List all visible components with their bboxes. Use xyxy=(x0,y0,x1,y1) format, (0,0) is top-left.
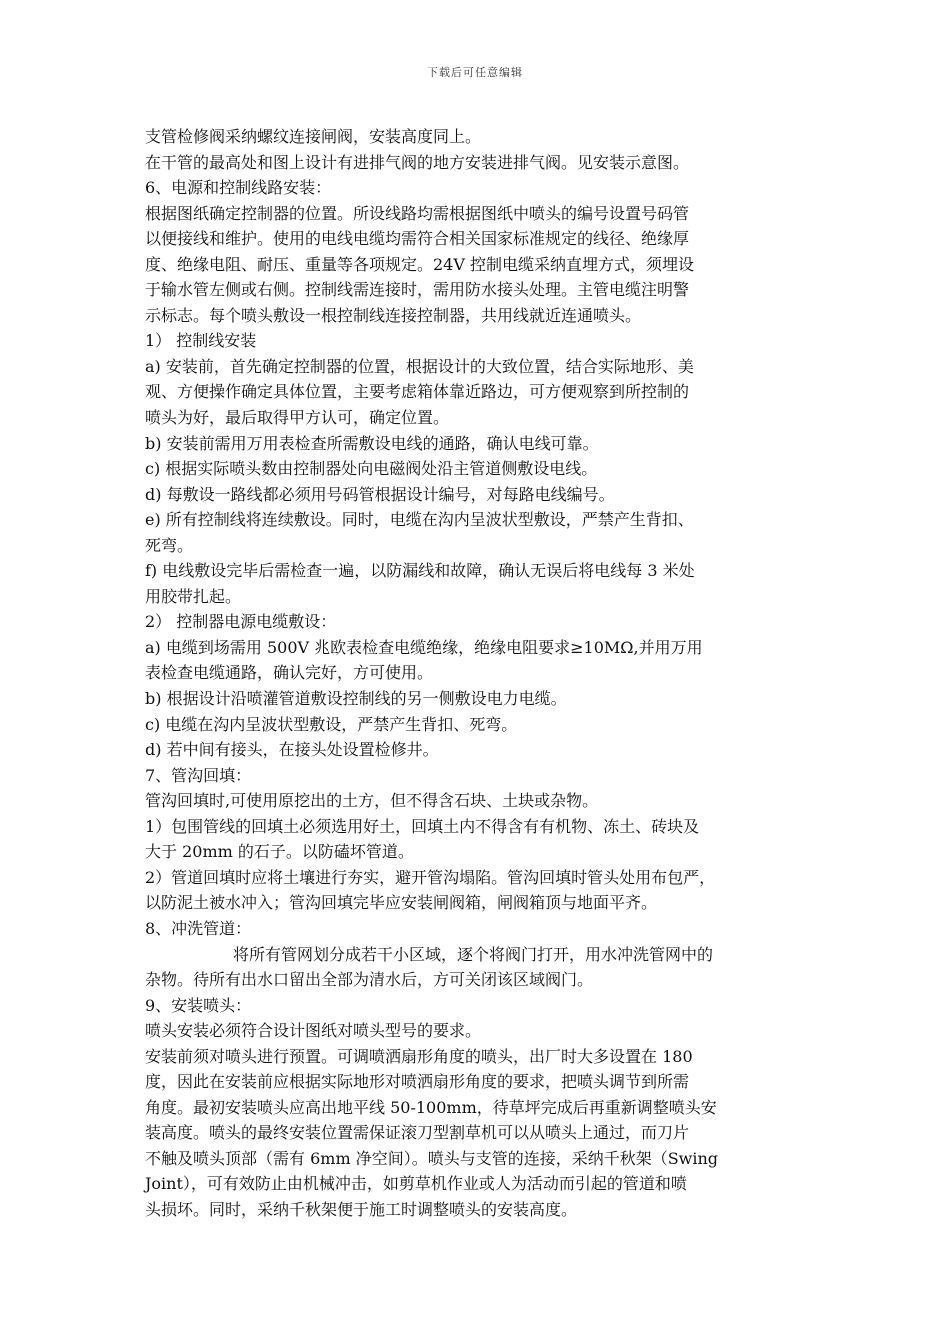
text-line: 度，因此在安装前应根据实际地形对喷洒扇形角度的要求，把喷头调节到所需 xyxy=(145,1072,690,1092)
page-header: 下载后可任意编辑 xyxy=(427,66,523,79)
text-line: 1）包围管线的回填土必须选用好土，回填土内不得含有有机物、冻土、砖块及 xyxy=(145,816,700,836)
text-line: 以便接线和维护。使用的电线电缆均需符合相关国家标准规定的线径、绝缘厚 xyxy=(145,229,690,249)
text-line: 表检查电缆通路，确认完好，方可使用。 xyxy=(145,663,434,683)
text-line: 以防泥土被水冲入；管沟回填完毕应安装闸阀箱，闸阀箱顶与地面平齐。 xyxy=(145,893,658,913)
text-line: 头损坏。同时，采纳千秋架便于施工时调整喷头的安装高度。 xyxy=(145,1199,578,1219)
text-line: 将所有管网划分成若干小区域，逐个将阀门打开，用水冲洗管网中的 xyxy=(233,944,714,964)
section-heading: 6、电源和控制线路安装： xyxy=(145,178,332,198)
text-line: 角度。最初安装喷头应高出地平线 50-100mm，待草坪完成后再重新调整喷头安 xyxy=(145,1097,717,1117)
text-line: 装高度。喷头的最终安装位置需保证滚刀型割草机可以从喷头上通过，而刀片 xyxy=(145,1123,690,1143)
text-line: Joint），可有效防止由机械冲击，如剪草机作业或人为活动而引起的管道和喷 xyxy=(145,1174,687,1194)
text-line: 不触及喷头顶部（需有 6mm 净空间）。喷头与支管的连接，采纳千秋架（Swing xyxy=(145,1148,719,1168)
text-line: 死弯。 xyxy=(145,535,194,555)
document-body xyxy=(145,124,813,1223)
text-line: c) 根据实际喷头数由控制器处向电磁阀处沿主管道侧敷设电线。 xyxy=(145,459,598,479)
text-line: b) 安装前需用万用表检查所需敷设电线的通路，确认电线可靠。 xyxy=(145,433,599,453)
text-line: 安装前须对喷头进行预置。可调喷洒扇形角度的喷头，出厂时大多设置在 180 xyxy=(145,1046,693,1066)
text-line: 喷头为好，最后取得甲方认可，确定位置。 xyxy=(145,408,450,428)
text-line: a) 安装前，首先确定控制器的位置，根据设计的大致位置，结合实际地形、美 xyxy=(145,356,694,376)
section-heading: 7、管沟回填： xyxy=(145,765,252,785)
section-heading: 8、冲洗管道： xyxy=(145,918,252,938)
text-line: 示标志。每个喷头敷设一根控制线连接控制器，共用线就近连通喷头。 xyxy=(145,305,642,325)
text-line: f) 电线敷设完毕后需检查一遍，以防漏线和故障，确认无误后将电线每 3 米处 xyxy=(145,561,695,581)
text-line: 管沟回填时,可使用原挖出的土方，但不得含石块、土块或杂物。 xyxy=(145,791,599,811)
text-line: b) 根据设计沿喷灌管道敷设控制线的另一侧敷设电力电缆。 xyxy=(145,689,567,709)
text-line: 根据图纸确定控制器的位置。所设线路均需根据图纸中喷头的编号设置号码管 xyxy=(145,203,690,223)
text-line: 用胶带扎起。 xyxy=(145,586,242,606)
text-line: 杂物。待所有出水口留出全部为清水后，方可关闭该区域阀门。 xyxy=(145,970,594,990)
text-line: 在干管的最高处和图上设计有进排气阀的地方安装进排气阀。见安装示意图。 xyxy=(145,152,690,172)
text-line: d) 若中间有接头，在接头处设置检修井。 xyxy=(145,740,439,760)
text-line: 2）管道回填时应将土壤进行夯实，避开管沟塌陷。管沟回填时管头处用布包严， xyxy=(145,867,716,887)
subsection-heading: 2） 控制器电源电缆敷设： xyxy=(145,612,337,632)
text-line: 度、绝缘电阻、耐压、重量等各项规定。24V 控制电缆采纳直埋方式，须埋设 xyxy=(145,254,695,274)
text-line: 观、方便操作确定具体位置，主要考虑箱体靠近路边，可方便观察到所控制的 xyxy=(145,382,690,402)
text-line: a) 电缆到场需用 500V 兆欧表检查电缆绝缘，绝缘电阻要求≥10MΩ,并用万用 xyxy=(145,637,703,657)
text-line: d) 每敷设一路线都必须用号码管根据设计编号，对每路电线编号。 xyxy=(145,484,615,504)
section-heading: 9、安装喷头： xyxy=(145,995,252,1015)
text-line: 支管检修阀采纳螺纹连接闸阀，安装高度同上。 xyxy=(145,127,482,146)
subsection-heading: 1） 控制线安装 xyxy=(145,331,257,351)
text-line: 大于 20mm 的石子。以防磕坏管道。 xyxy=(145,842,414,862)
text-line: c) 电缆在沟内呈波状型敷设，严禁产生背扣、死弯。 xyxy=(145,714,518,734)
text-line: e) 所有控制线将连续敷设。同时，电缆在沟内呈波状型敷设，严禁产生背扣、 xyxy=(145,510,694,530)
text-line: 于输水管左侧或右侧。控制线需连接时，需用防水接头处理。主管电缆注明警 xyxy=(145,280,690,300)
text-line: 喷头安装必须符合设计图纸对喷头型号的要求。 xyxy=(145,1021,482,1041)
